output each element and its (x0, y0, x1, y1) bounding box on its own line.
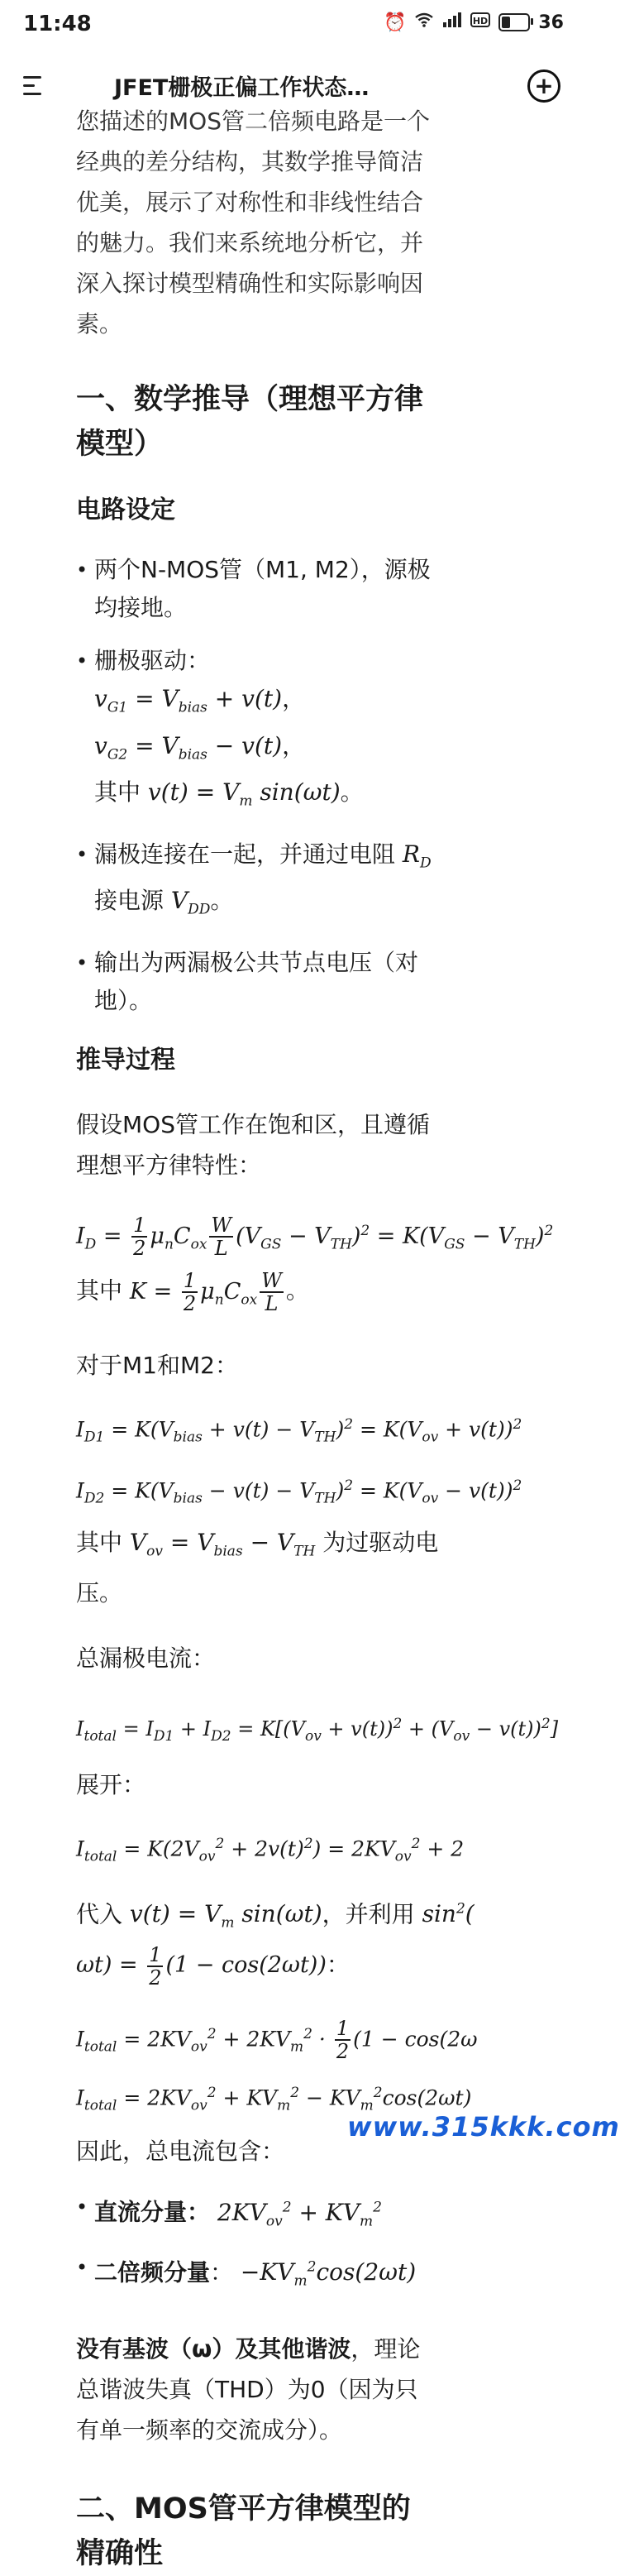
svg-text:HD: HD (473, 16, 489, 26)
menu-icon[interactable] (23, 76, 48, 96)
setup-heading: 电路设定 (76, 496, 175, 524)
math-vg1: $v_{G1} = V_{bias} + v(t)$ (94, 685, 283, 716)
battery-icon (498, 13, 530, 31)
equation-square-law: $I_D$ = $\frac{1}{2}$ $\mu_nC_{ox}$ $\frac{W}{L}$ $(V_{GS} - V_{TH})^2 = K(V_{GS} - V_{TH})^2$ (76, 1214, 554, 1261)
list-item: • 两个N-MOS管（M1, M2），源极均接地。 (76, 551, 440, 627)
section-heading-2: 二、MOS管平方律模型的精确性 (76, 2492, 411, 2571)
paragraph-assume: 假设MOS管工作在饱和区，且遵循理想平方律特性： (76, 1110, 430, 1179)
plus-icon: + (534, 72, 554, 99)
alarm-icon: ⏰ (383, 12, 407, 33)
intro-paragraph: 您描述的MOS管二倍频电路是一个经典的差分结构，其数学推导简洁优美，展示了对称性和非线性结合的魅力。我们来系统地分析它，并深入探讨模型精确性和实际影响因素。 (76, 108, 430, 338)
wifi-icon (414, 12, 434, 33)
paragraph-total: 总漏极电流： (76, 1644, 216, 1672)
paragraph-conclusion: 没有基波（ω）及其他谐波，理论总谐波失真（THD）为0（因为只有单一频率的交流成分）。 (76, 2335, 421, 2444)
setup-list (76, 551, 440, 1020)
paragraph-where-k: 其中 K = $\frac{1}{2}$ $\mu_nC_{ox}$ $\frac{W}{L}$ 。 (76, 1269, 309, 1316)
battery-level: 36 (538, 12, 564, 33)
math-vt: $v(t) = V_m$ sin(ωt) (147, 778, 341, 810)
equation-itotal: $I_{total} = I_{D1} + I_{D2} = K[(V_{ov} + v(t))^2 + (V_{ov} - v(t))^2]$ (76, 1715, 559, 1745)
math-vg2: $v_{G2} = V_{bias} - v(t)$ (94, 731, 283, 764)
list-item: • 栅极驱动： $v_{G1} = V_{bias} + v(t)$， $v_{G2} = V_{bias} - v(t)$， 其中 $v(t) = V_m$ sin(ωt)。 (76, 642, 440, 821)
equation-substituted-2: $I_{total} = 2KV_{ov}^2 + KV_m^2 - KV_m^2\cos(2\omega t)$ (76, 2084, 472, 2114)
chat-message (76, 93, 559, 2576)
derivation-heading: 推导过程 (76, 1045, 175, 1075)
list-item: • 二倍频分量： $-KV_m^2\cos(2\omega t)$ (76, 2248, 506, 2301)
signal-icon (442, 12, 462, 33)
paragraph-vov: 其中 $V_{ov} = V_{bias} - V_{TH}$ 为过驱动电压。 (76, 1528, 439, 1606)
paragraph-m1m2: 对于M1和M2： (76, 1352, 238, 1380)
watermark: www.315kkk.com (347, 2111, 620, 2143)
list-item: • 直流分量： $2KV_{ov}^2 + KV_m^2$ (76, 2188, 506, 2240)
equation-expand: $I_{total} = K(2V_{ov}^2 + 2v(t)^2) = 2KV_{ov}^2 + 2$ (76, 1836, 465, 1865)
paragraph-therefore: 因此，总电流包含： (76, 2138, 285, 2166)
status-icons (384, 12, 564, 33)
equation-id1: $I_{D1} = K(V_{bias} + v(t) - V_{TH})^2 = K(V_{ov} + v(t))^2$ (76, 1416, 522, 1446)
status-time: 11:48 (23, 12, 92, 36)
new-chat-button[interactable] (527, 69, 560, 103)
equation-id2: $I_{D2} = K(V_{bias} - v(t) - V_{TH})^2 = K(V_{ov} - v(t))^2$ (76, 1477, 522, 1506)
components-list (76, 2188, 506, 2301)
paragraph-expand: 展开： (76, 1771, 146, 1799)
list-item: • 漏极连接在一起，并通过电阻 $R_D$ 接电源 $V_{DD}$。 (76, 836, 440, 929)
status-bar (0, 0, 585, 51)
conversation-title[interactable]: JFET栅极正偏工作状态… (114, 75, 370, 101)
list-item: • 输出为两漏极公共节点电压（对地）。 (76, 944, 440, 1020)
equation-substituted-1: $I_{total} = 2KV_{ov}^2 + 2KV_m^2$ · $\frac{1}{2}$ (1 − cos(2ω (76, 2017, 478, 2064)
paragraph-substitute: 代入 $v(t) = V_m$ sin(ωt)，并利用 $\sin^2$( ωt) = $\frac{1}{2}$ (1 − cos(2ωt))： (76, 1899, 475, 1989)
hd-icon (470, 12, 490, 33)
section-heading-1: 一、数学推导（理想平方律模型） (76, 383, 424, 461)
